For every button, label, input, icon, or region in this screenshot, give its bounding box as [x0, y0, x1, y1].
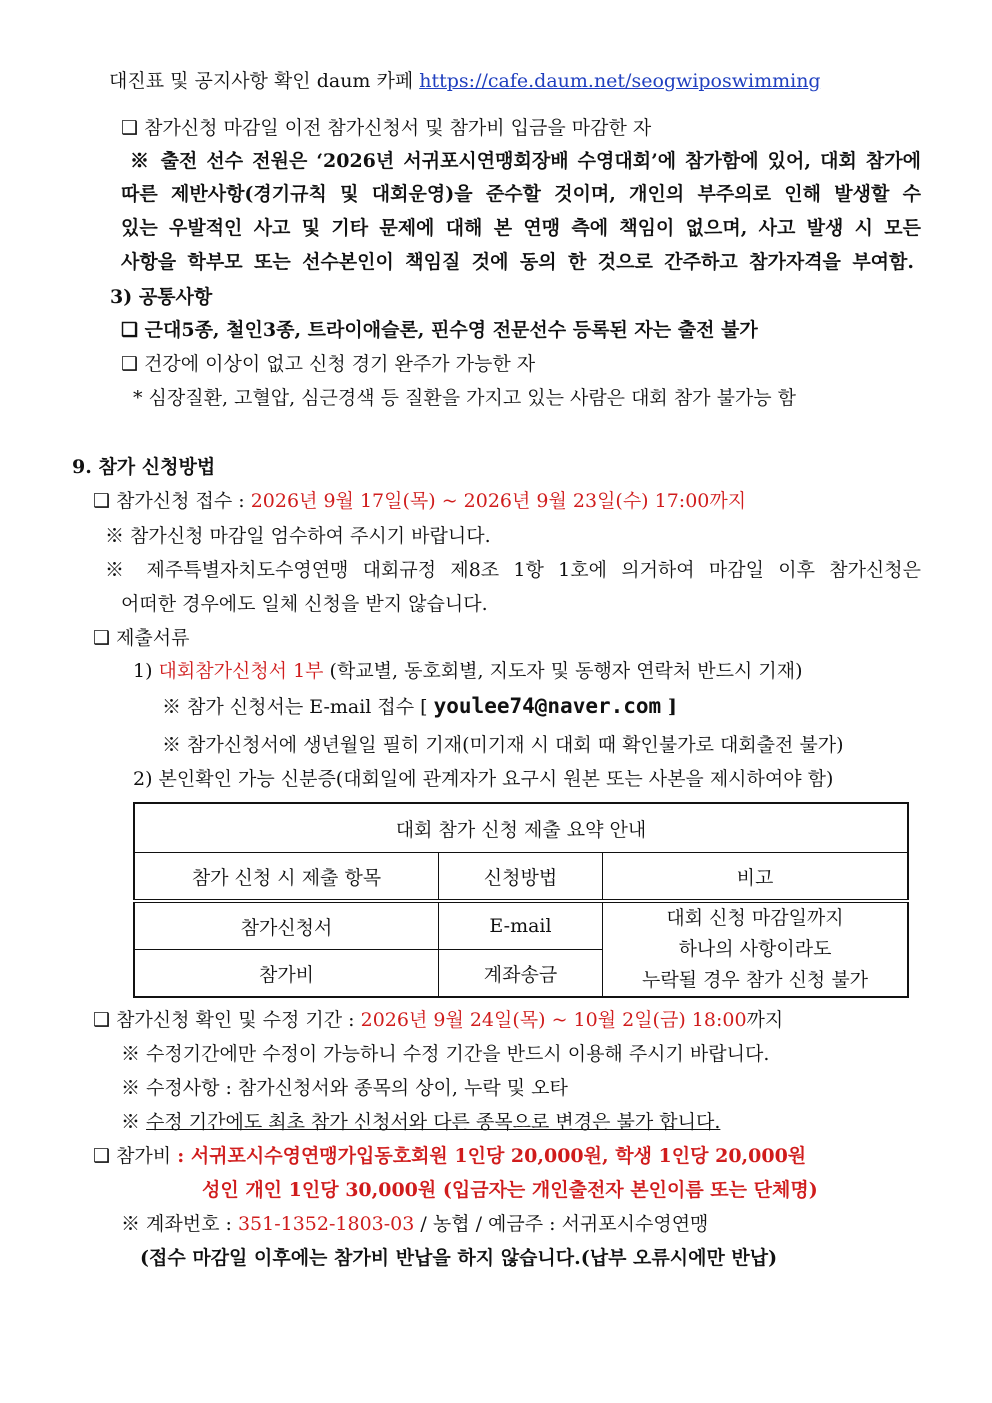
warning-prefix: ※	[121, 1111, 147, 1133]
doc1-detail: (학교별, 동호회별, 지도자 및 동행자 연락처 반드시 기재)	[323, 660, 803, 682]
regulation-note: ※ 제주특별자치도수영연맹 대회규정 제8조 1항 1호에 의거하여 마감일 이후 참가신청은	[105, 559, 921, 581]
fee-line-1	[93, 1142, 806, 1170]
account-line	[121, 1210, 708, 1238]
birth-note: ※ 참가신청서에 생년월일 필히 기재(미기재 시 대회 때 확인불가로 대회출전 불가)	[162, 734, 844, 756]
notice-line-2: 따른 제반사항(경기규칙 및 대회운영)을 준수할 것이며, 개인의 부주의로 인해 발생할 수	[121, 183, 921, 205]
email-prefix: ※ 참가 신청서는 E-mail 접수 [	[162, 696, 434, 718]
common-heading: 3) 공통사항	[110, 286, 213, 308]
doc2-line: 2) 본인확인 가능 신분증(대회일에 관계자가 요구시 원본 또는 사본을 제시하여야 함)	[133, 768, 834, 790]
reception-line	[93, 487, 746, 515]
notice-line-3: 있는 우발적인 사고 및 기타 문제에 대해 본 연맹 측에 책임이 없으며, 사고 발생 시 모든	[121, 217, 921, 239]
deadline-item: ❑ 참가신청 마감일 이전 참가신청서 및 참가비 입금을 마감한 자	[121, 117, 652, 139]
email-address[interactable]: youlee74@naver.com	[433, 694, 662, 718]
cafe-text: 대진표 및 공지사항 확인 daum 카페	[109, 70, 414, 92]
modification-warning	[121, 1108, 720, 1136]
strict-deadline-note: ※ 참가신청 마감일 엄수하여 주시기 바랍니다.	[105, 525, 491, 547]
modification-period: 2026년 9월 24일(목) ~ 10월 2일(금) 18:00	[360, 1009, 747, 1031]
table-row	[134, 901, 908, 950]
remark-cell	[603, 901, 909, 997]
modification-note-1: ※ 수정기간에만 수정이 가능하니 수정 기간을 반드시 이용해 주시기 바랍니다.	[121, 1043, 770, 1065]
doc1-name: 대회참가신청서 1부	[158, 660, 324, 682]
fee-label: ❑ 참가비	[93, 1145, 178, 1167]
account-suffix: / 농협 / 예금주 : 서귀포시수영연맹	[414, 1213, 709, 1235]
notice-line-1: ※ 출전 선수 전원은 ‘2026년 서귀포시연맹회장배 수영대회’에 참가함에 있어, 대회 참가에	[130, 150, 921, 172]
account-prefix: ※ 계좌번호 :	[121, 1213, 238, 1235]
remark-line-1: 대회 신청 마감일까지	[666, 907, 844, 929]
table-caption-row	[134, 803, 908, 853]
row-method: 계좌송금	[439, 950, 603, 998]
summary-table	[133, 802, 909, 998]
row-item: 참가비	[134, 950, 439, 998]
header-remark: 비고	[603, 853, 909, 902]
fee-amounts-2: 성인 개인 1인당 30,000원 (입금자는 개인출전자 본인이름 또는 단체명)	[202, 1179, 818, 1201]
section9-title: 9. 참가 신청방법	[72, 456, 216, 478]
doc1-prefix: 1)	[133, 660, 159, 682]
table-caption: 대회 참가 신청 제출 요약 안내	[134, 803, 908, 853]
table-header-row	[134, 853, 908, 902]
cafe-line	[109, 67, 821, 95]
email-suffix: ]	[661, 696, 677, 718]
modification-label: ❑ 참가신청 확인 및 수정 기간 :	[93, 1009, 361, 1031]
modification-line	[93, 1006, 783, 1034]
health-note: * 심장질환, 고혈압, 심근경색 등 질환을 가지고 있는 사람은 대회 참가 불가능 함	[133, 387, 797, 409]
warning-text: 수정 기간에도 최초 참가 신청서와 다른 종목으로 변경은 불가 합니다.	[146, 1111, 721, 1133]
account-number: 351-1352-1803-03	[237, 1213, 415, 1235]
doc1-line	[133, 657, 803, 685]
header-method: 신청방법	[439, 853, 603, 902]
remark-line-3: 누락될 경우 참가 신청 불가	[641, 969, 869, 991]
reception-label: ❑ 참가신청 접수 :	[93, 490, 251, 512]
header-item: 참가 신청 시 제출 항목	[134, 853, 439, 902]
fee-amounts-1: : 서귀포시수영연맹가입동호회원 1인당 20,000원, 학생 1인당 20,000원	[177, 1145, 807, 1167]
row-item: 참가신청서	[134, 901, 439, 950]
email-note	[162, 692, 677, 721]
row-method: E-mail	[439, 901, 603, 950]
common-item-1: ❑ 근대5종, 철인3종, 트라이애슬론, 핀수영 전문선수 등록된 자는 출전 불가	[121, 319, 758, 341]
cafe-link[interactable]: https://cafe.daum.net/seogwiposwimming	[419, 70, 821, 92]
reception-period: 2026년 9월 17일(목) ~ 2026년 9월 23일(수) 17:00까지	[250, 490, 747, 512]
modification-note-2: ※ 수정사항 : 참가신청서와 종목의 상이, 누락 및 오타	[121, 1077, 568, 1099]
common-item-2: ❑ 건강에 이상이 없고 신청 경기 완주가 가능한 자	[121, 353, 536, 375]
regulation-note-cont: 어떠한 경우에도 일체 신청을 받지 않습니다.	[121, 593, 488, 615]
modification-suffix: 까지	[746, 1009, 784, 1031]
remark-line-2: 하나의 사항이라도	[678, 938, 832, 960]
notice-line-4: 사항을 학부모 또는 선수본인이 책임질 것에 동의 한 것으로 간주하고 참가자격을 부여함.	[121, 251, 914, 273]
refund-note: (접수 마감일 이후에는 참가비 반납을 하지 않습니다.(납부 오류시에만 반납)	[140, 1247, 778, 1269]
documents-heading: ❑ 제출서류	[93, 627, 190, 649]
